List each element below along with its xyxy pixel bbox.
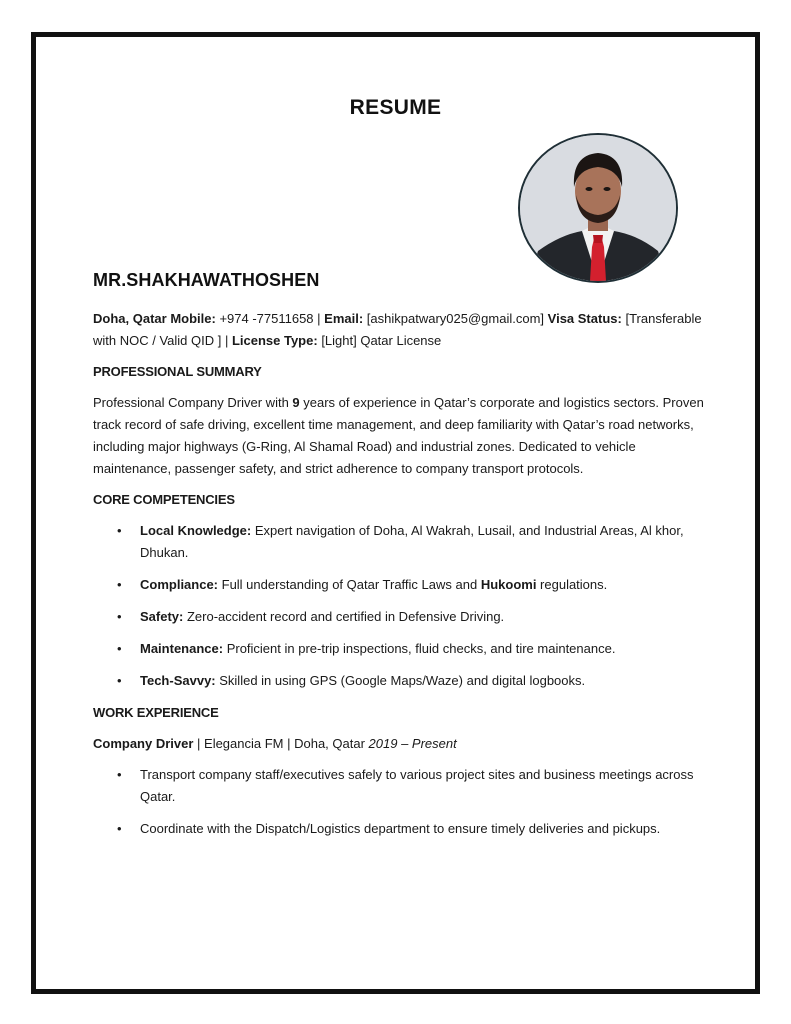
competency-item — [93, 574, 705, 596]
mobile-value: +974 -77511658 — [219, 311, 314, 326]
email-value: [ashikpatwary025@gmail.com] — [366, 311, 545, 326]
bullet-icon: • — [117, 767, 122, 782]
competency-text-end: regulations. — [536, 577, 608, 592]
bullet-icon: • — [117, 673, 122, 688]
competency-text: Full understanding of Qatar Traffic Laws and — [218, 577, 481, 592]
competency-item — [93, 670, 705, 692]
experience-heading: WORK EXPERIENCE — [93, 705, 219, 720]
summary-text-part: years of experience in Qatar’s corporate and logistics sectors. Proven track record of safe driving, excellent time management, and deep familiarity with Qatar’s road networks, including major highways (G-Ring, Al Shamal Road) and industrial zones. Dedicated to vehicle maintenance, passenger safety, and strict adherence to company transport protocols. — [93, 395, 704, 476]
bullet-icon: • — [117, 641, 122, 656]
job-duty-item — [93, 764, 705, 808]
job-dates: 2019 – Present — [368, 736, 457, 751]
contact-info — [93, 308, 705, 352]
competency-label: Safety: — [140, 609, 184, 624]
location: Doha, Qatar — [93, 311, 167, 326]
mobile-label: Mobile: — [170, 311, 216, 326]
job-duty-text: Coordinate with the Dispatch/Logistics department to ensure timely deliveries and pickups. — [140, 821, 661, 836]
competency-item — [93, 606, 705, 628]
email-label: Email: — [324, 311, 364, 326]
job-duties-list — [93, 764, 705, 840]
bullet-icon: • — [117, 821, 122, 836]
visa-label: Visa Status: — [547, 311, 622, 326]
summary-heading: PROFESSIONAL SUMMARY — [93, 364, 262, 379]
job-duty-text: Transport company staff/executives safely to various project sites and business meetings across Qatar. — [140, 767, 694, 804]
competency-label: Maintenance: — [140, 641, 224, 656]
competency-emphasis: Hukoomi — [480, 577, 537, 592]
license-label: License Type: — [231, 333, 318, 348]
resume-body — [93, 308, 705, 850]
summary-text-part: Professional Company Driver with — [93, 395, 293, 410]
job-duty-item — [93, 818, 705, 840]
bullet-icon: • — [117, 523, 122, 538]
visa-value: [Transferable with NOC / Valid QID ] — [93, 311, 702, 348]
competency-label: Compliance: — [140, 577, 219, 592]
competency-item — [93, 638, 705, 660]
license-value: [Light] Qatar License — [321, 333, 442, 348]
separator: | — [221, 333, 232, 348]
job-role: Company Driver — [93, 736, 194, 751]
years-experience: 9 — [292, 395, 300, 410]
bullet-icon: • — [117, 577, 122, 592]
job-title-line — [93, 733, 705, 755]
candidate-name: MR.SHAKHAWATHOSHEN — [93, 270, 320, 290]
competency-text: Proficient in pre-trip inspections, fluid checks, and tire maintenance. — [223, 641, 616, 656]
summary-text — [93, 392, 705, 480]
competency-text: Zero-accident record and certified in Defensive Driving. — [183, 609, 505, 624]
profile-photo — [518, 133, 678, 283]
competency-label: Tech-Savvy: — [140, 673, 216, 688]
separator: | — [313, 311, 325, 326]
competency-text: Skilled in using GPS (Google Maps/Waze) and digital logbooks. — [215, 673, 586, 688]
competencies-heading: CORE COMPETENCIES — [93, 492, 235, 507]
competency-label: Local Knowledge: — [140, 523, 252, 538]
person-portrait-icon — [520, 135, 676, 281]
job-details: | Elegancia FM | Doha, Qatar — [193, 736, 369, 751]
bullet-icon: • — [117, 609, 122, 624]
competency-item — [93, 520, 705, 564]
document-title: RESUME — [349, 96, 442, 119]
competencies-list — [93, 520, 705, 692]
competency-text: Expert navigation of Doha, Al Wakrah, Lusail, and Industrial Areas, Al khor, Dhukan. — [140, 523, 684, 560]
